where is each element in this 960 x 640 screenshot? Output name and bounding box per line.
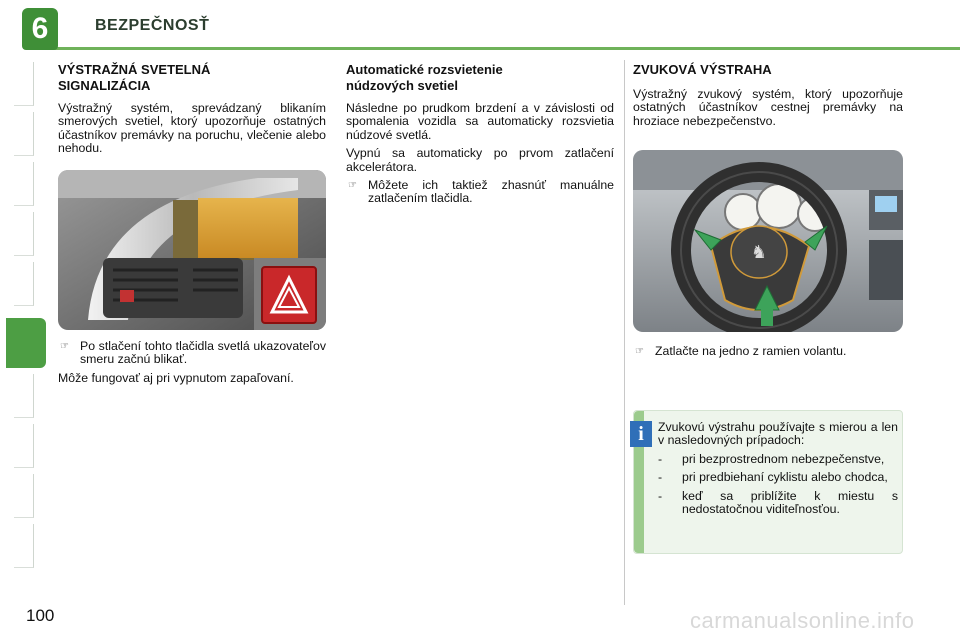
svg-text:♞: ♞ (750, 242, 768, 262)
side-tab-1[interactable] (14, 62, 34, 106)
horn-heading: ZVUKOVÁ VÝSTRAHA (633, 62, 772, 77)
info-icon: i (630, 421, 652, 447)
side-tab-5[interactable] (14, 262, 34, 306)
hazard-instructions (58, 340, 326, 390)
side-tab-8[interactable] (14, 424, 34, 468)
hazard-bullet: ☞ Po stlačení tohto tlačidla svetlá ukazovateľov smeru začnú blikať. (60, 339, 326, 367)
column-divider (624, 60, 625, 605)
side-tab-7[interactable] (14, 374, 34, 418)
info-list-item: - pri bezprostrednom nebezpečenstve, (658, 451, 885, 466)
auto-hazard-para1: Následne po prudkom brzdení a v závislosti od spomalenia vozidla sa automaticky rozsvietia núdzové svetlá. (346, 101, 614, 142)
page-number: 100 (26, 606, 55, 625)
side-tab-2[interactable] (14, 112, 34, 156)
side-tab-4[interactable] (14, 212, 34, 256)
watermark: carmanualsonline.info (690, 608, 915, 633)
side-tab-10[interactable] (14, 524, 34, 568)
side-tab-3[interactable] (14, 162, 34, 206)
info-list-item: - keď sa priblížite k miestu s nedostatočnou viditeľnosťou. (658, 488, 898, 517)
steering-wheel-illustration (633, 150, 903, 332)
pointing-hand-icon: ☞ (348, 180, 357, 192)
info-box-content (658, 421, 898, 521)
auto-hazard-heading: Automatické rozsvietenie núdzových svetiel (346, 62, 503, 93)
header-rule (48, 47, 960, 50)
side-tab-9[interactable] (14, 474, 34, 518)
pointing-hand-icon: ☞ (60, 341, 69, 352)
horn-section (633, 62, 903, 133)
hazard-heading: VÝSTRAŽNÁ SVETELNÁ SIGNALIZÁCIA (58, 62, 211, 93)
horn-intro: Výstražný zvukový systém, ktorý upozorňuje ostatných účastníkov cestnej premávky na hroziace nebezpečenstvo. (633, 87, 903, 128)
chapter-title: BEZPEČNOSŤ (95, 17, 210, 34)
horn-bullet: ☞ Zatlačte na jedno z ramien volantu. (635, 344, 847, 358)
chapter-side-tabs (0, 62, 34, 574)
auto-hazard-section (346, 62, 614, 211)
info-intro: Zvukovú výstrahu používajte s mierou a len v nasledovných prípadoch: (658, 420, 898, 448)
hazard-intro: Výstražný systém, sprevádzaný blikaním smerových svetiel, ktorý upozorňuje ostatných účastníkov premávky na poruchu, vlečenie alebo nehodu. (58, 101, 326, 156)
hazard-lights-section (58, 62, 326, 161)
info-list-item: - pri predbiehaní cyklistu alebo chodca, (658, 470, 888, 485)
side-tab-6-active[interactable] (6, 318, 46, 368)
auto-hazard-bullet: ☞ Môžete ich taktiež zhasnúť manuálne zatlačením tlačidla. (348, 178, 614, 206)
hazard-button-illustration (58, 170, 326, 330)
hazard-note: Môže fungovať aj pri vypnutom zapaľovaní. (58, 370, 294, 385)
pointing-hand-icon: ☞ (635, 346, 644, 357)
horn-usage-info-box (633, 410, 903, 554)
chapter-number-tab[interactable]: 6 (22, 8, 58, 50)
horn-instructions (633, 345, 903, 363)
auto-hazard-para2: Vypnú sa automaticky po prvom zatlačení akcelerátora. (346, 146, 614, 174)
